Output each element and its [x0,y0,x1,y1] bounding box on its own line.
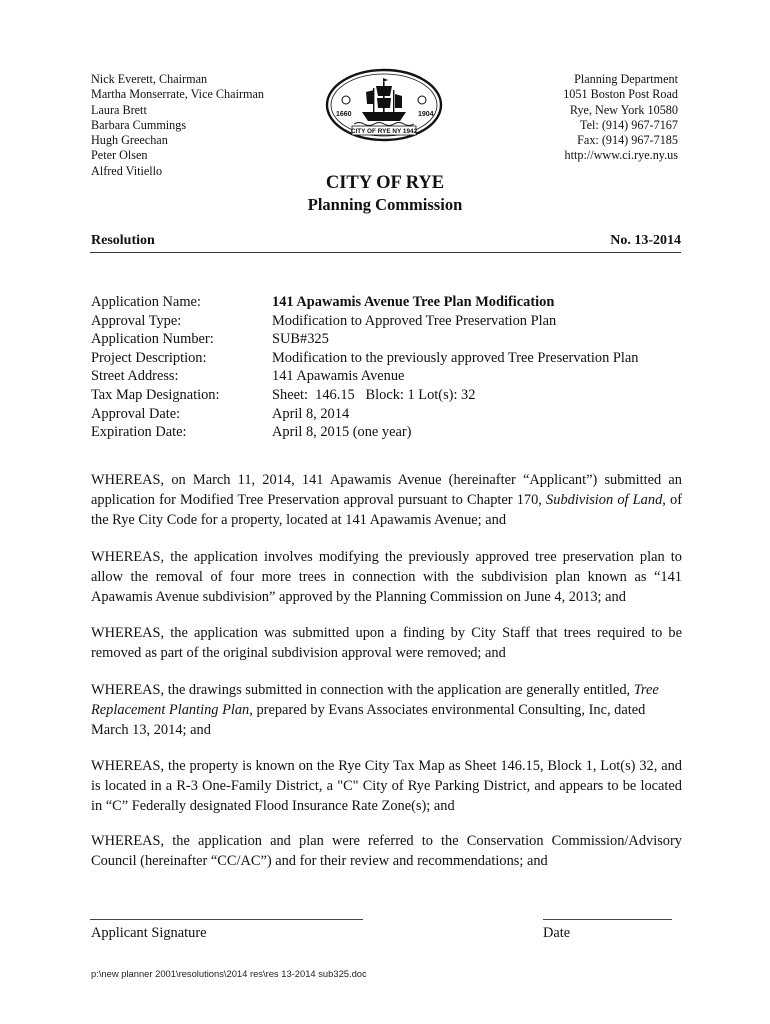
member: Peter Olsen [91,148,148,163]
seal-banner: CITY OF RYE NY 1942 [350,128,418,135]
member-chairman: Nick Everett, Chairman [91,72,208,86]
info-row-street-address [91,367,639,386]
chapter-title: Subdivision of Land [546,491,663,508]
member: Barbara Cummings [91,117,187,132]
paragraph-text: WHEREAS, on March 11, 2014, 141 Apawamis Avenue (hereinafter “Applicant”) submitted an application for Modified Tree Preservation approval pursuant to Chapter 170, [91,472,682,508]
paragraph-text: , prepared by Evans Associates environmental Consulting, Inc, dated March 13, 2014; and [91,701,646,738]
paragraph-text: WHEREAS, the application was submitted upon a finding by City Staff that trees required to be removed as part of the original subdivision approval were removed; and [91,625,682,661]
info-label: Project Description: [91,349,207,366]
commission-title: Planning Commission [307,195,463,214]
commission-members-list [91,72,264,179]
street-address: 1051 Boston Post Road [563,87,678,102]
info-row-project-description [91,349,639,368]
info-label: Tax Map Designation: [91,386,220,403]
info-label: Expiration Date: [91,424,187,441]
info-value: Modification to Approved Tree Preservation Plan [272,312,557,329]
applicant-signature-label: Applicant Signature [91,925,207,941]
website: http://www.ci.rye.ny.us [564,148,678,163]
paragraph-text: WHEREAS, the application and plan were referred to the Conservation Commission/Advisory Council (hereinafter “CC/AC”) and for their review and recommendations; and [91,833,682,869]
info-label: Approval Date: [91,405,181,422]
department-name: Planning Department [574,72,678,86]
seal-year-left: 1660 [336,111,352,118]
application-info-table [91,293,639,442]
info-value: Sheet: 146.15 Block: 1 Lot(s): 32 [272,386,476,403]
whereas-paragraph-4 [91,681,682,740]
info-label: Street Address: [91,368,179,385]
info-value: SUB#325 [272,331,329,348]
header-divider [90,252,681,253]
member-vice-chairman: Martha Monserrate, Vice Chairman [91,87,264,102]
signature-line[interactable] [90,919,363,920]
resolution-number: No. 13-2014 [610,233,681,248]
seal-year-right: 1904 [418,111,434,118]
document-file-path: p:\new planner 2001\resolutions\2014 res\res 13-2014 sub325.doc [91,968,367,979]
whereas-paragraph-6 [91,832,682,872]
member: Alfred Vitiello [91,163,163,178]
paragraph-text: WHEREAS, the drawings submitted in connection with the application are generally entitled, [91,682,634,698]
telephone: Tel: (914) 967-7167 [580,117,678,132]
info-row-application-number [91,330,639,349]
whereas-paragraph-1 [91,471,682,530]
info-row-tax-map [91,386,639,405]
member: Hugh Greechan [91,133,168,148]
info-row-application-name [91,293,639,312]
city-state-zip: Rye, New York 10580 [569,102,678,117]
date-line[interactable] [543,919,672,920]
whereas-paragraph-2 [91,548,682,607]
drawing-title: Tree Replacement Planting Plan [91,682,659,718]
city-title: CITY OF RYE [325,173,445,193]
whereas-paragraph-3 [91,624,682,664]
info-label: Application Number: [91,331,214,348]
paragraph-text: WHEREAS, the property is known on the Rye City Tax Map as Sheet 146.15, Block 1, Lot(s) 32, and is located in a R-3 One-Family District, a "C" City of Rye Parking District, and appears to be located in “C” Federally designated Flood Insurance Rate Zone(s); and [91,758,682,814]
paragraph-text: WHEREAS, the application involves modifying the previously approved tree preservation plan to allow the removal of four more trees in connection with the subdivision plan known as “141 Apawamis Avenue subdivision” approved by the Planning Commission on June 4, 2013; and [91,549,682,605]
city-seal-logo [324,68,444,142]
info-label: Application Name: [91,294,201,310]
info-value: 141 Apawamis Avenue Tree Plan Modification [272,294,555,310]
info-row-approval-date [91,405,639,424]
date-label: Date [543,925,571,941]
member: Laura Brett [91,102,147,117]
fax: Fax: (914) 967-7185 [577,133,678,148]
whereas-paragraph-5 [91,757,682,816]
info-label: Approval Type: [91,312,182,329]
info-value: Modification to the previously approved Tree Preservation Plan [272,349,639,366]
info-value: April 8, 2014 [272,405,350,422]
department-address-block [563,72,678,164]
info-row-expiration-date [91,423,639,442]
paragraph-text: , of the Rye City Code for a property, located at 141 Apawamis Avenue; and [91,491,682,528]
info-row-approval-type [91,312,639,331]
resolution-label: Resolution [91,233,155,248]
info-value: 141 Apawamis Avenue [272,368,405,385]
info-value: April 8, 2015 (one year) [272,424,412,441]
